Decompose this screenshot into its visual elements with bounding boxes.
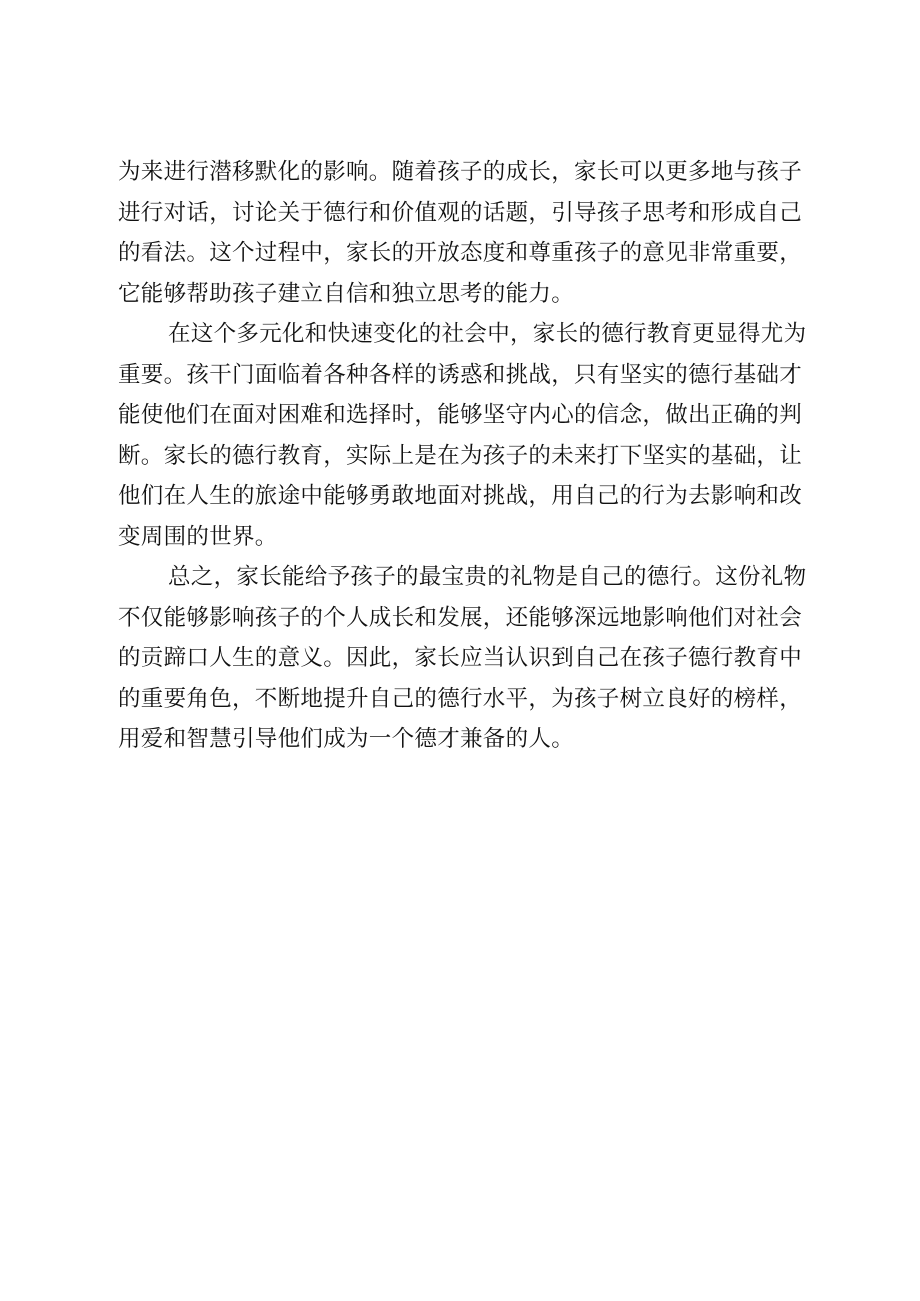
text-line: 进行对话，讨论关于德行和价值观的话题，引导孩子思考和形成自己 bbox=[118, 199, 803, 226]
text-line: 能使他们在面对困难和选择时，能够坚守内心的信念，做出正确的判 bbox=[118, 402, 803, 428]
text-line: 在这个多元化和快速变化的社会中，家长的德行教育更显得尤为 bbox=[168, 321, 807, 347]
text-line: 变周围的世界。 bbox=[118, 523, 278, 550]
text-line: 它能够帮助孩子建立自信和独立思考的能力。 bbox=[118, 280, 575, 307]
text-line: 重要。孩干门面临着各种各样的诱惑和挑战，只有坚实的德行基础才 bbox=[118, 361, 803, 388]
text-line: 不仅能够影响孩子的个人成长和发展，还能够深远地影响他们对社会 bbox=[118, 604, 803, 631]
text-line: 他们在人生的旅途中能够勇敢地面对挑战，用自己的行为去影响和改 bbox=[118, 483, 803, 509]
text-line: 断。家长的德行教育，实际上是在为孩子的未来打下坚实的基础，让 bbox=[118, 442, 803, 469]
text-line: 的贡蹄口人生的意义。因此，家长应当认识到自己在孩子德行教育中 bbox=[118, 645, 803, 671]
text-line: 的看法。这个过程中，家长的开放态度和尊重孩子的意见非常重要， bbox=[118, 240, 803, 266]
text-line: 的重要角色，不断地提升自己的德行水平，为孩子树立良好的榜样， bbox=[118, 685, 803, 712]
text-line: 总之，家长能给予孩子的最宝贵的礼物是自己的德行。这份礼物 bbox=[168, 564, 807, 590]
document-body bbox=[118, 152, 818, 760]
paragraph-2 bbox=[118, 314, 818, 557]
text-line: 为来进行潜移默化的影响。随着孩子的成长，家长可以更多地与孩子 bbox=[118, 159, 803, 185]
paragraph-3 bbox=[118, 557, 818, 760]
text-line: 用爱和智慧引导他们成为一个德才兼备的人。 bbox=[118, 726, 575, 752]
paragraph-1 bbox=[118, 152, 818, 314]
